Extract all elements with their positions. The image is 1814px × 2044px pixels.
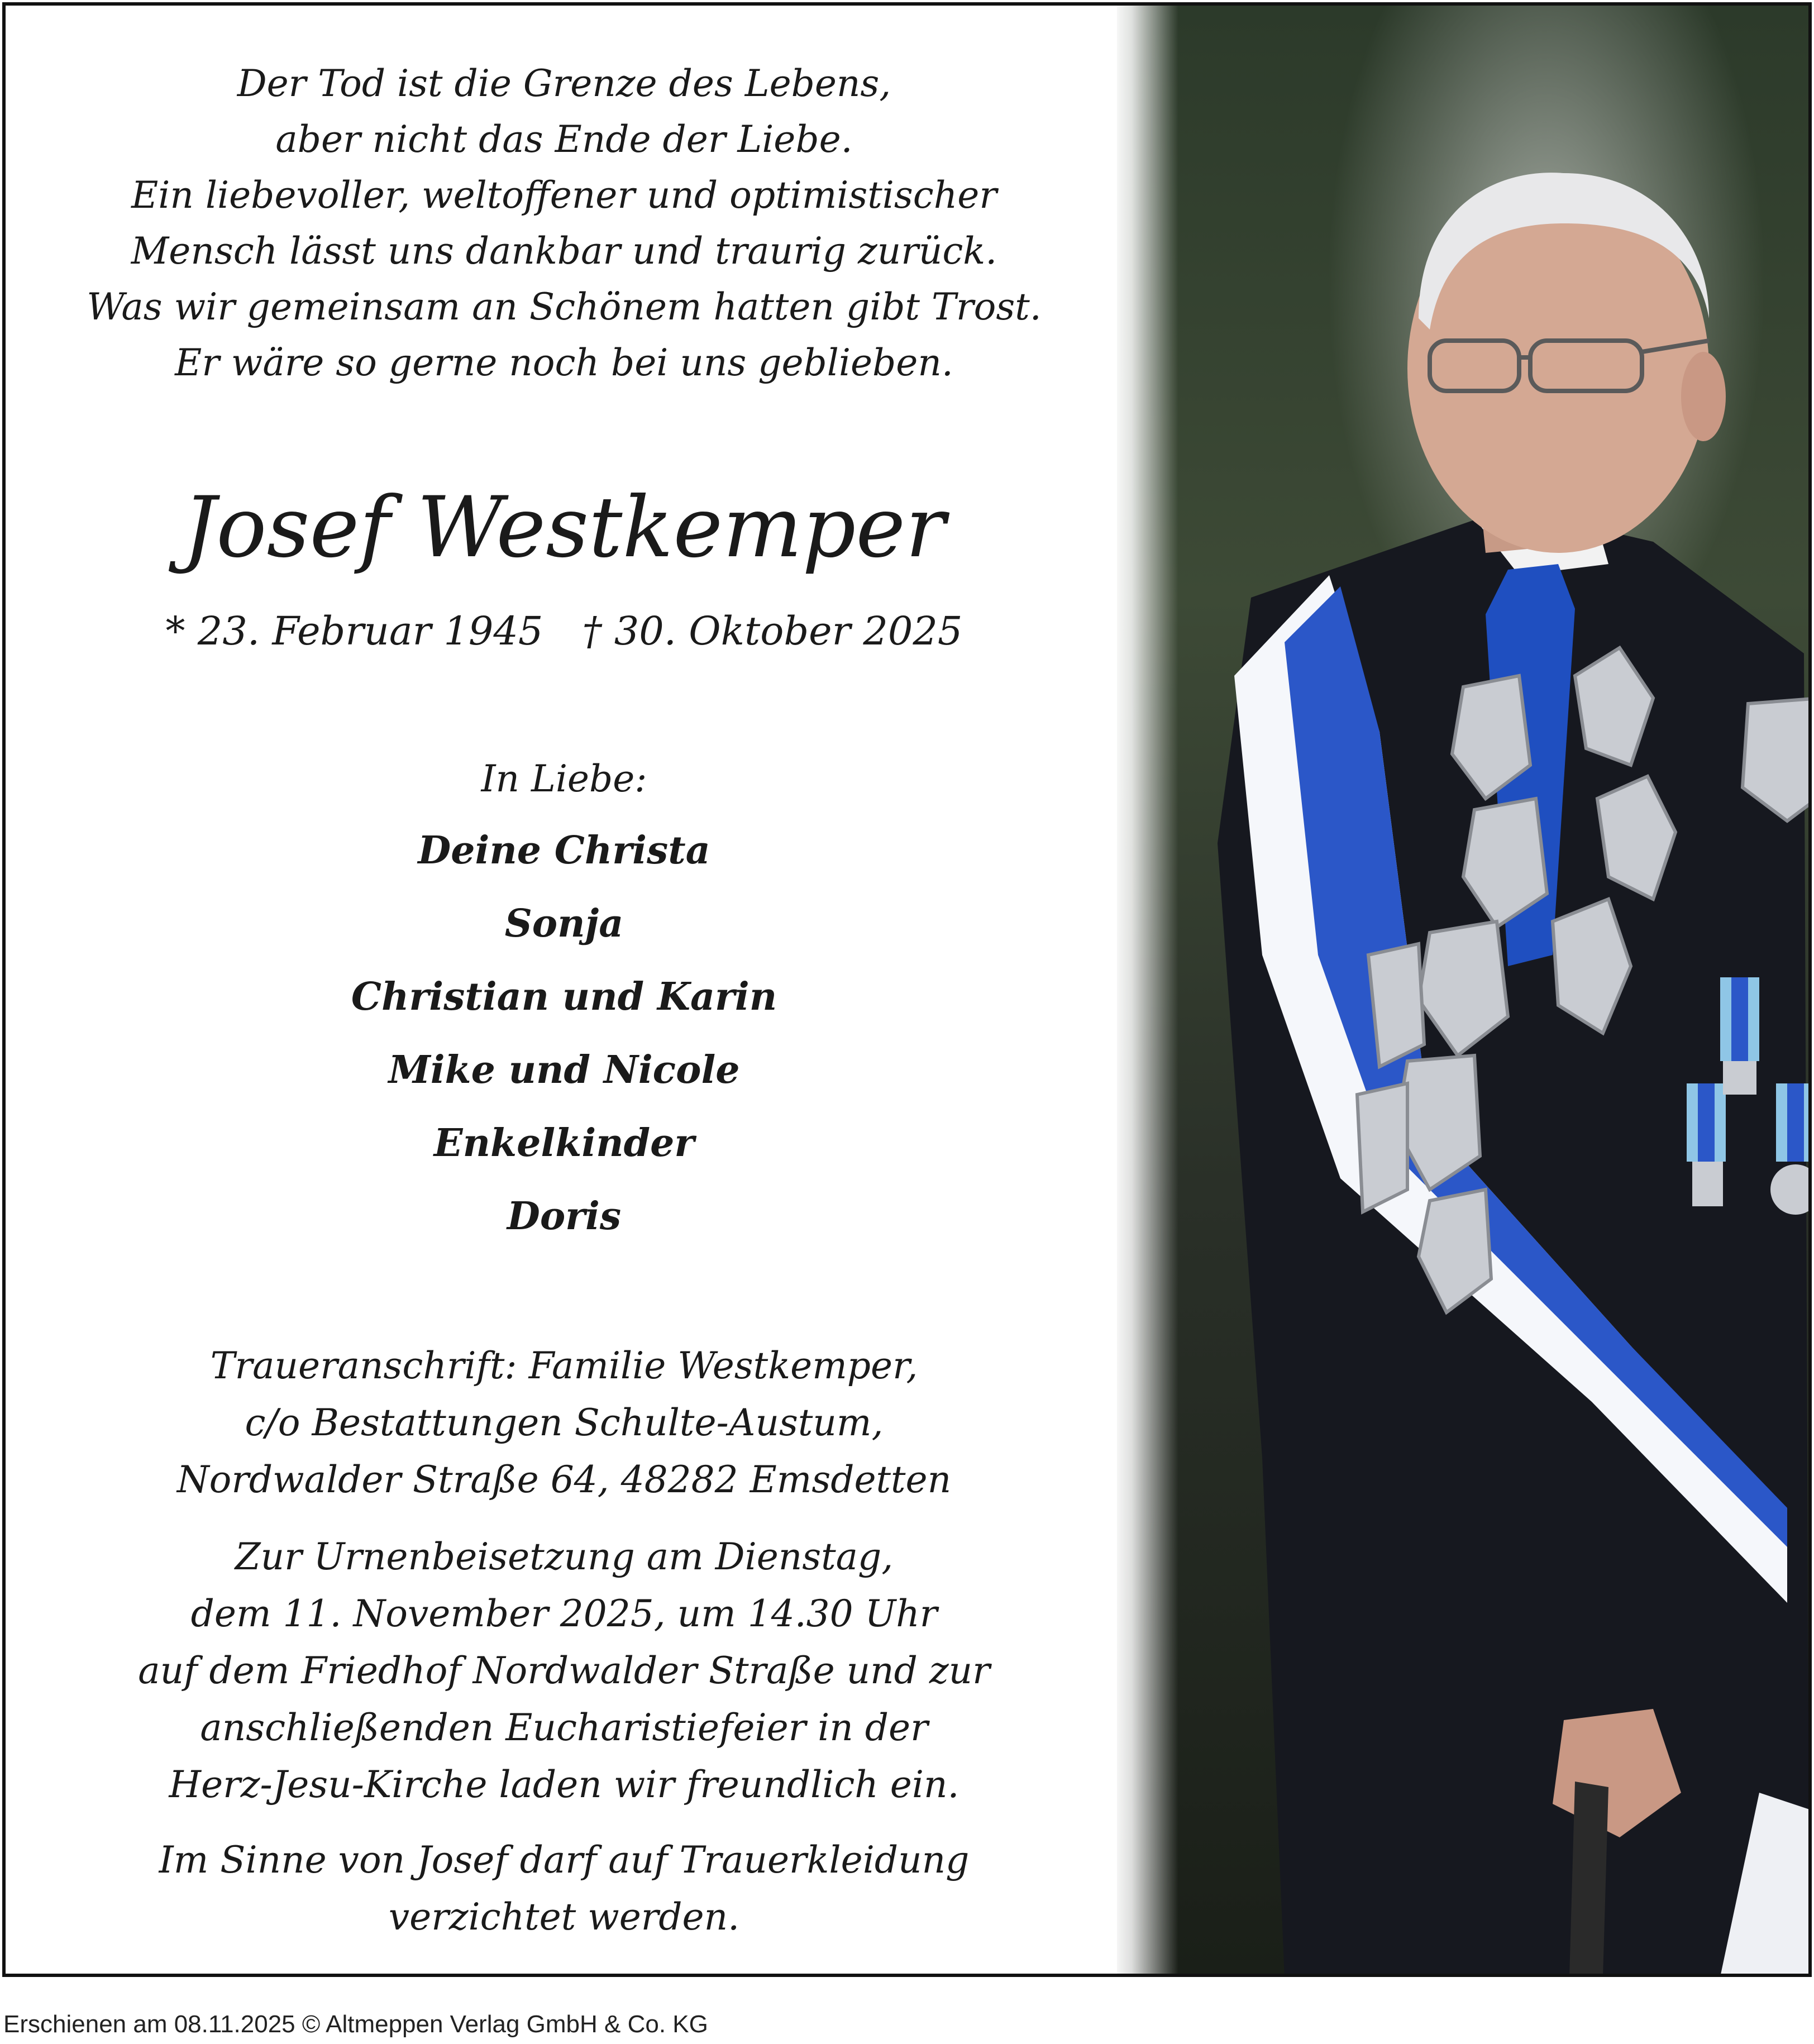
dress-code-note	[6, 1832, 1123, 1946]
service-line: Herz-Jesu-Kirche laden wir freundlich ein.	[169, 1763, 959, 1806]
birth-date: * 23. Februar 1945	[165, 608, 543, 654]
deceased-name: Josef Westkemper	[183, 479, 946, 576]
portrait-illustration	[1117, 6, 1810, 1974]
portrait-photo	[1117, 6, 1810, 1974]
service-line: dem 11. November 2025, um 14.30 Uhr	[190, 1592, 938, 1635]
motto-line: Der Tod ist die Grenze des Lebens,	[237, 62, 891, 105]
mourner-name: Doris	[507, 1194, 622, 1239]
address-line: c/o Bestattungen Schulte-Austum,	[245, 1401, 884, 1444]
address-line: Traueranschrift: Familie Westkemper,	[210, 1344, 918, 1387]
motto-verse	[6, 56, 1123, 391]
mourner-name: Christian und Karin	[351, 975, 777, 1019]
publication-footer: Erschienen am 08.11.2025 © Altmeppen Verlag GmbH & Co. KG	[3, 2010, 708, 2038]
photo-fade-edge	[1117, 6, 1178, 1974]
service-line: auf dem Friedhof Nordwalder Straße und zur	[138, 1649, 990, 1692]
mourning-address	[6, 1338, 1123, 1508]
motto-line: Ein liebevoller, weltoffener und optimistischer	[131, 174, 997, 217]
note-line: verzichtet werden.	[388, 1895, 740, 1938]
text-column	[6, 6, 1123, 1974]
address-line: Nordwalder Straße 64, 48282 Emsdetten	[176, 1458, 952, 1501]
motto-line: Was wir gemeinsam an Schönem hatten gibt Trost.	[87, 285, 1042, 328]
service-line: anschließenden Eucharistiefeier in der	[200, 1706, 928, 1749]
ear	[1681, 352, 1726, 441]
mourner-name: Deine Christa	[418, 828, 710, 873]
mourners-heading: In Liebe:	[481, 757, 647, 800]
mourners-list	[6, 825, 1123, 1264]
note-line: Im Sinne von Josef darf auf Trauerkleidung	[159, 1838, 970, 1881]
mourner-name: Sonja	[504, 901, 624, 946]
obituary-frame	[2, 2, 1812, 1977]
mourner-name: Enkelkinder	[433, 1121, 695, 1166]
life-dates	[6, 606, 1123, 656]
motto-line: aber nicht das Ende der Liebe.	[275, 118, 853, 161]
burial-service-info	[6, 1529, 1123, 1813]
walking-cane	[1569, 1782, 1608, 1974]
motto-line: Er wäre so gerne noch bei uns geblieben.	[175, 341, 953, 384]
motto-line: Mensch lässt uns dankbar und traurig zurück.	[131, 230, 997, 273]
service-line: Zur Urnenbeisetzung am Dienstag,	[235, 1535, 894, 1578]
mourner-name: Mike und Nicole	[388, 1048, 740, 1092]
death-date: † 30. Oktober 2025	[582, 608, 963, 654]
